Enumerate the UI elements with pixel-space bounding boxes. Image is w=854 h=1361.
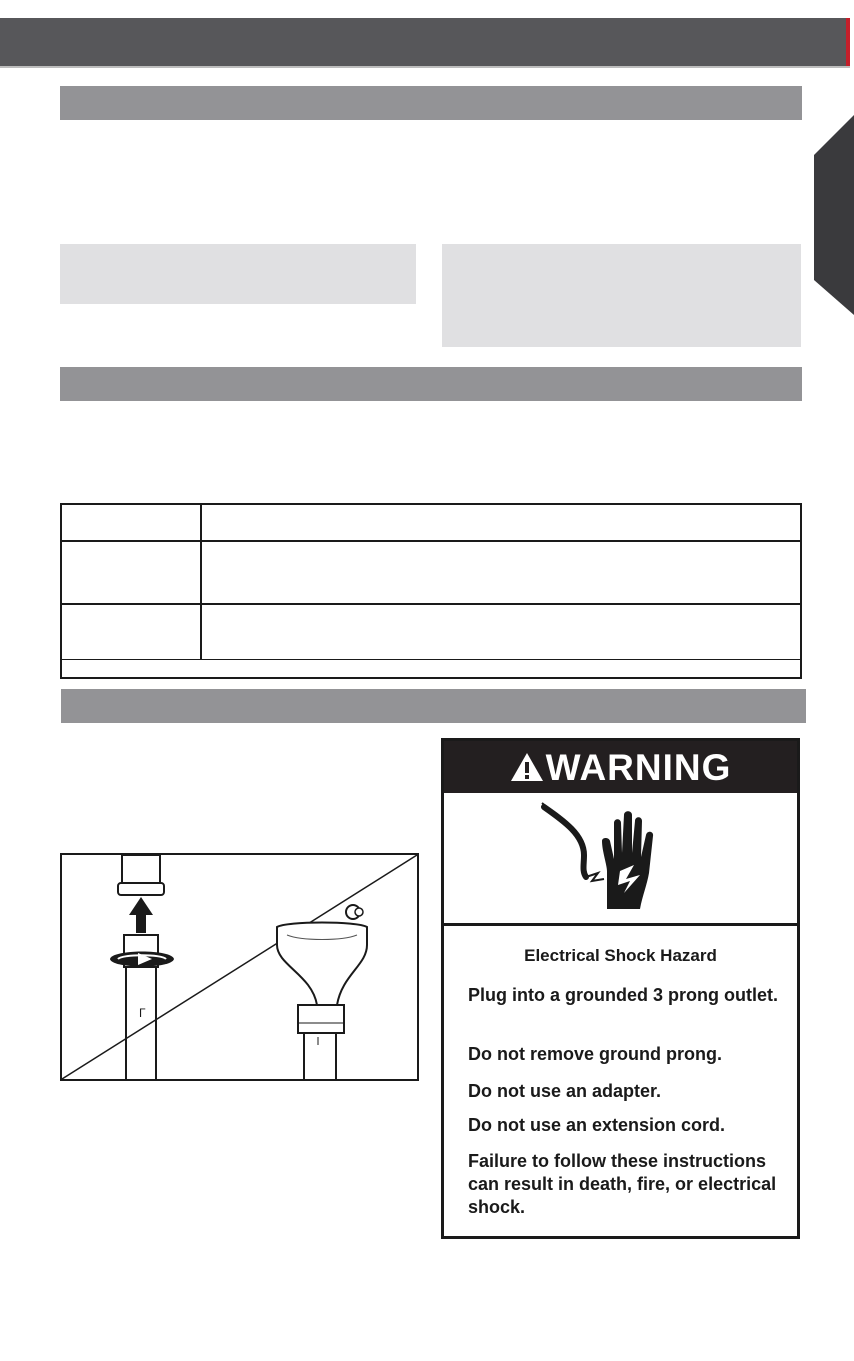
- info-box-left: [60, 244, 416, 304]
- table-divider: [62, 603, 800, 605]
- warning-triangle-icon: [510, 751, 544, 783]
- warning-line: Plug into a grounded 3 prong outlet.: [468, 985, 778, 1005]
- attachment-install-icon: [62, 855, 417, 1079]
- spec-table: [60, 503, 802, 679]
- warning-line: Do not use an extension cord.: [468, 1115, 726, 1135]
- warning-icon-area: [444, 793, 797, 926]
- hazard-title: Electrical Shock Hazard: [524, 946, 717, 965]
- figure-label: Γ: [139, 1006, 146, 1020]
- warning-title: WARNING: [545, 746, 732, 788]
- top-banner-shadow: [0, 66, 850, 68]
- table-divider: [62, 540, 800, 542]
- warning-header: [444, 741, 797, 793]
- electrical-shock-hand-icon: [444, 793, 797, 923]
- warning-line: Failure to follow these instructions can result in death, fire, or electrical shock.: [468, 1151, 777, 1217]
- section-header-2: [60, 367, 802, 401]
- warning-line: Do not use an adapter.: [468, 1081, 662, 1101]
- side-tab: [814, 115, 854, 315]
- table-divider: [62, 659, 800, 660]
- warning-box: [441, 738, 800, 1239]
- section-header-3: [61, 689, 806, 723]
- attachment-install-figure: [60, 853, 419, 1081]
- warning-line: Do not remove ground prong.: [468, 1044, 722, 1064]
- info-box-right: [442, 244, 801, 347]
- section-header-1: [60, 86, 802, 120]
- top-banner: [0, 18, 850, 66]
- table-column-divider: [200, 505, 202, 659]
